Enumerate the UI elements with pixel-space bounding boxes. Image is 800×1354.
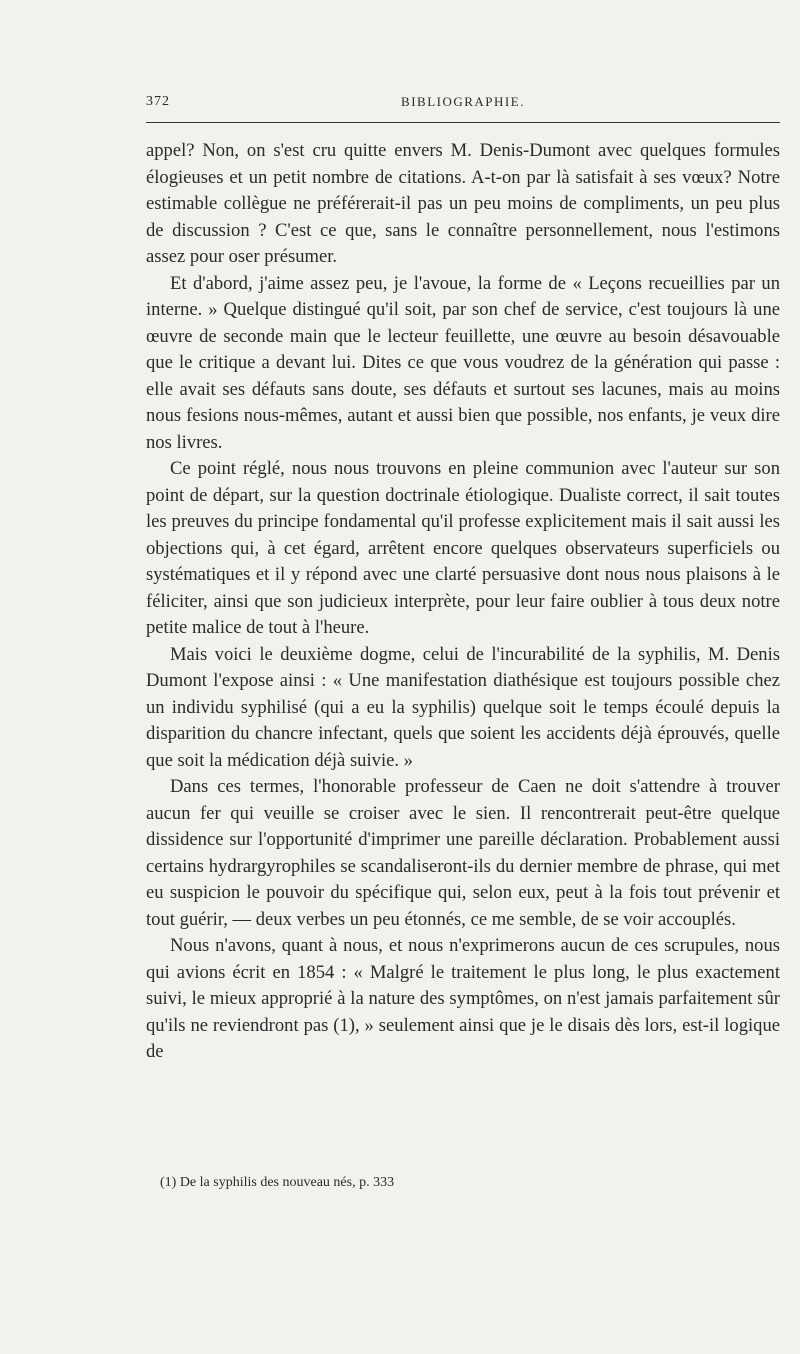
running-title: BIBLIOGRAPHIE. xyxy=(401,94,525,109)
page-header xyxy=(146,94,780,114)
paragraph: Mais voici le deuxième dogme, celui de l'incurabilité de la syphilis, M. Denis Dumont l'expose ainsi : « Une manifestation diathésique est toujours possible chez un individu syphilisé (qui a eu la syphilis) quelque soit le temps écoulé depuis la disparition du chancre infectant, quels que soient les accidents déjà éprouvés, quelle que soit la médication déjà suivie. » xyxy=(146,643,780,771)
paragraph: Dans ces termes, l'honorable professeur de Caen ne doit s'attendre à trouver aucun fer qui veuille se croiser avec le sien. Il rencontrerait peut-être quelque dissidence sur l'opportunité d'imprimer une pareille déclaration. Probablement aussi certains hydrargyrophiles se scandaliseront-ils du dernier membre de phrase, qui met eu suspicion le pouvoir du spécifique qui, selon eux, peut à la fois tout prévenir et tout guérir, — deux verbes un peu étonnés, ce me semble, de se voir accouplés. xyxy=(146,776,780,930)
paragraph: Et d'abord, j'aime assez peu, je l'avoue, la forme de « Leçons recueillies par un interne. » Quelque distingué qu'il soit, par son chef de service, c'est toujours là une œuvre de seconde main que le lecteur feuillette, une œuvre au besoin désavouable que le critique a devant lui. Dites ce que vous voudrez de la génération qui passe : elle avait ses défauts sans doute, ses défauts et surtout ses lacunes, mais au moins nous fesions nous-mêmes, autant et aussi bien que possible, nos enfants, je veux dire nos livres. xyxy=(146,272,780,453)
body-text xyxy=(146,138,780,1066)
page-number: 372 xyxy=(146,94,170,109)
footnote: (1) De la syphilis des nouveau nés, p. 333 xyxy=(160,1175,395,1190)
header-rule xyxy=(146,122,780,123)
paragraph: appel? Non, on s'est cru quitte envers M. Denis-Dumont avec quelques formules élogieuses et un petit nombre de citations. A-t-on par là satisfait à ses vœux? Notre estimable collègue ne préférerait-il pas un peu moins de compliments, un peu plus de discussion ? C'est ce que, sans le connaître personnellement, nous l'estimons assez pour oser présumer. xyxy=(146,140,780,267)
paragraph: Ce point réglé, nous nous trouvons en pleine communion avec l'auteur sur son point de départ, sur la question doctrinale étiologique. Dualiste correct, il sait toutes les preuves du principe fondamental qu'il professe explicitement mais il sait aussi les objections qui, à cet égard, arrêtent encore quelques observateurs superficiels ou systématiques et il y répond avec une clarté persuasive dont nous nous plaisons à le féliciter, ainsi que son judicieux interprète, pour leur faire oublier à tous deux notre petite malice de tout à l'heure. xyxy=(146,458,780,638)
paragraph: Nous n'avons, quant à nous, et nous n'exprimerons aucun de ces scrupules, nous qui avions écrit en 1854 : « Malgré le traitement le plus long, le plus exactement suivi, le mieux approprié à la nature des symptômes, on n'est jamais parfaitement sûr qu'ils ne reviendront pas (1), » seulement ainsi que je le disais dès lors, est-il logique de xyxy=(146,935,780,1062)
